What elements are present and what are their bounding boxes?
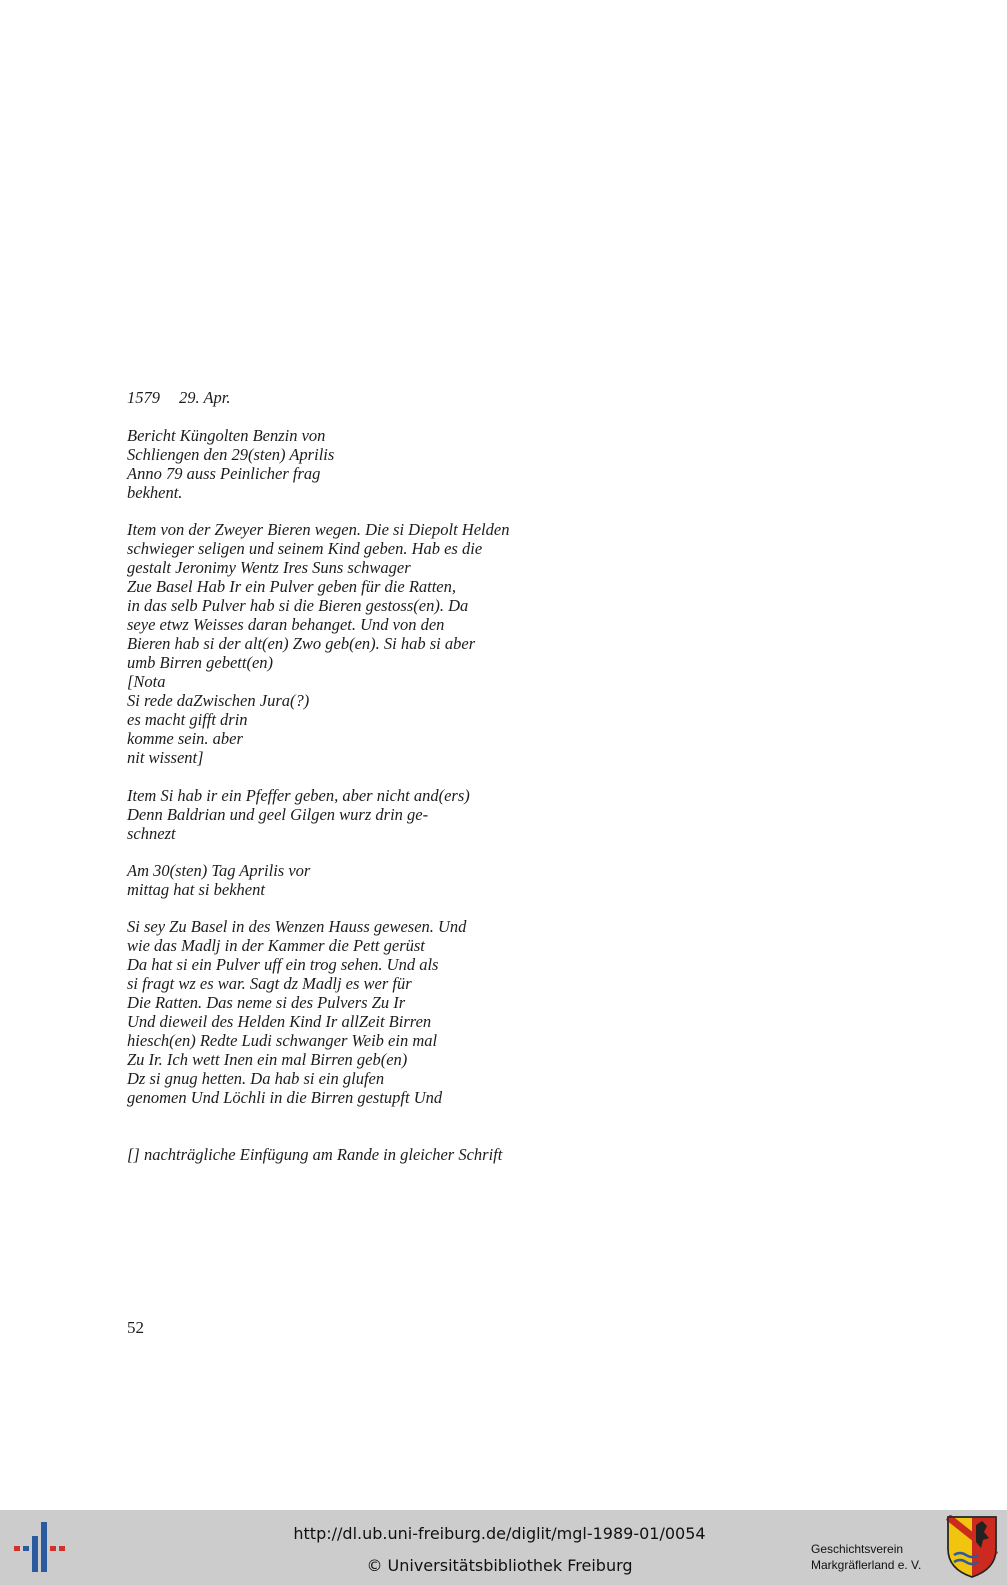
footer-bar: [0, 1510, 1007, 1585]
text-line: [Nota: [127, 672, 166, 691]
text-line: Si rede daZwischen Jura(?): [127, 691, 310, 710]
text-line: Da hat si ein Pulver uff ein trog sehen. Und als: [127, 955, 439, 974]
text-line: Die Ratten. Das neme si des Pulvers Zu Ir: [127, 993, 406, 1012]
society-name-line: Geschichtsverein: [811, 1542, 904, 1556]
society-name-line: Markgräflerland e. V.: [811, 1558, 922, 1572]
document-url[interactable]: http://dl.ub.uni-freiburg.de/diglit/mgl-1989-01/0054: [293, 1524, 706, 1543]
text-line: seye etwz Weisses daran behanget. Und von den: [127, 615, 445, 634]
text-line: Item Si hab ir ein Pfeffer geben, aber nicht and(ers): [127, 786, 470, 805]
text-line: nit wissent]: [127, 748, 204, 767]
text-line: es macht gifft drin: [127, 710, 248, 729]
text-line: Dz si gnug hetten. Da hab si ein glufen: [127, 1069, 385, 1088]
page-number: 52: [127, 1318, 144, 1337]
text-line: Anno 79 auss Peinlicher frag: [127, 464, 321, 483]
text-line: mittag hat si bekhent: [127, 880, 265, 899]
text-line: umb Birren gebett(en): [127, 653, 274, 672]
text-line: schwieger seligen und seinem Kind geben. Hab es die: [127, 539, 483, 558]
text-line: Bieren hab si der alt(en) Zwo geb(en). Si hab si aber: [127, 634, 476, 653]
date-year: 1579: [127, 388, 160, 407]
text-line: si fragt wz es war. Sagt dz Madlj es wer für: [127, 974, 412, 993]
text-line: Denn Baldrian und geel Gilgen wurz drin ge-: [127, 805, 429, 824]
text-line: genomen Und Löchli in die Birren gestupft Und: [127, 1088, 443, 1107]
copyright-text: © Universitätsbibliothek Freiburg: [366, 1556, 633, 1575]
text-line: Zue Basel Hab Ir ein Pulver geben für die Ratten,: [127, 577, 457, 596]
text-line: Item von der Zweyer Bieren wegen. Die si Diepolt Helden: [127, 520, 510, 539]
text-line: wie das Madlj in der Kammer die Pett gerüst: [127, 936, 425, 955]
text-line: bekhent.: [127, 483, 183, 502]
text-line: Zu Ir. Ich wett Inen ein mal Birren geb(en): [127, 1050, 408, 1069]
text-line: Am 30(sten) Tag Aprilis vor: [127, 861, 311, 880]
text-line: komme sein. aber: [127, 729, 243, 748]
footnote: [] nachträgliche Einfügung am Rande in gleicher Schrift: [127, 1145, 503, 1164]
text-line: schnezt: [127, 824, 176, 843]
date-day: 29. Apr.: [179, 388, 231, 407]
text-line: Schliengen den 29(sten) Aprilis: [127, 445, 335, 464]
text-line: in das selb Pulver hab si die Bieren gestoss(en). Da: [127, 596, 469, 615]
coat-of-arms-icon: [946, 1515, 998, 1579]
text-line: gestalt Jeronimy Wentz Ires Suns schwager: [127, 558, 411, 577]
text-line: Bericht Küngolten Benzin von: [127, 426, 326, 445]
text-line: Und dieweil des Helden Kind Ir allZeit Birren: [127, 1012, 432, 1031]
text-line: hiesch(en) Redte Ludi schwanger Weib ein mal: [127, 1031, 438, 1050]
society-name: [811, 1541, 921, 1573]
text-line: Si sey Zu Basel in des Wenzen Hauss gewesen. Und: [127, 917, 467, 936]
